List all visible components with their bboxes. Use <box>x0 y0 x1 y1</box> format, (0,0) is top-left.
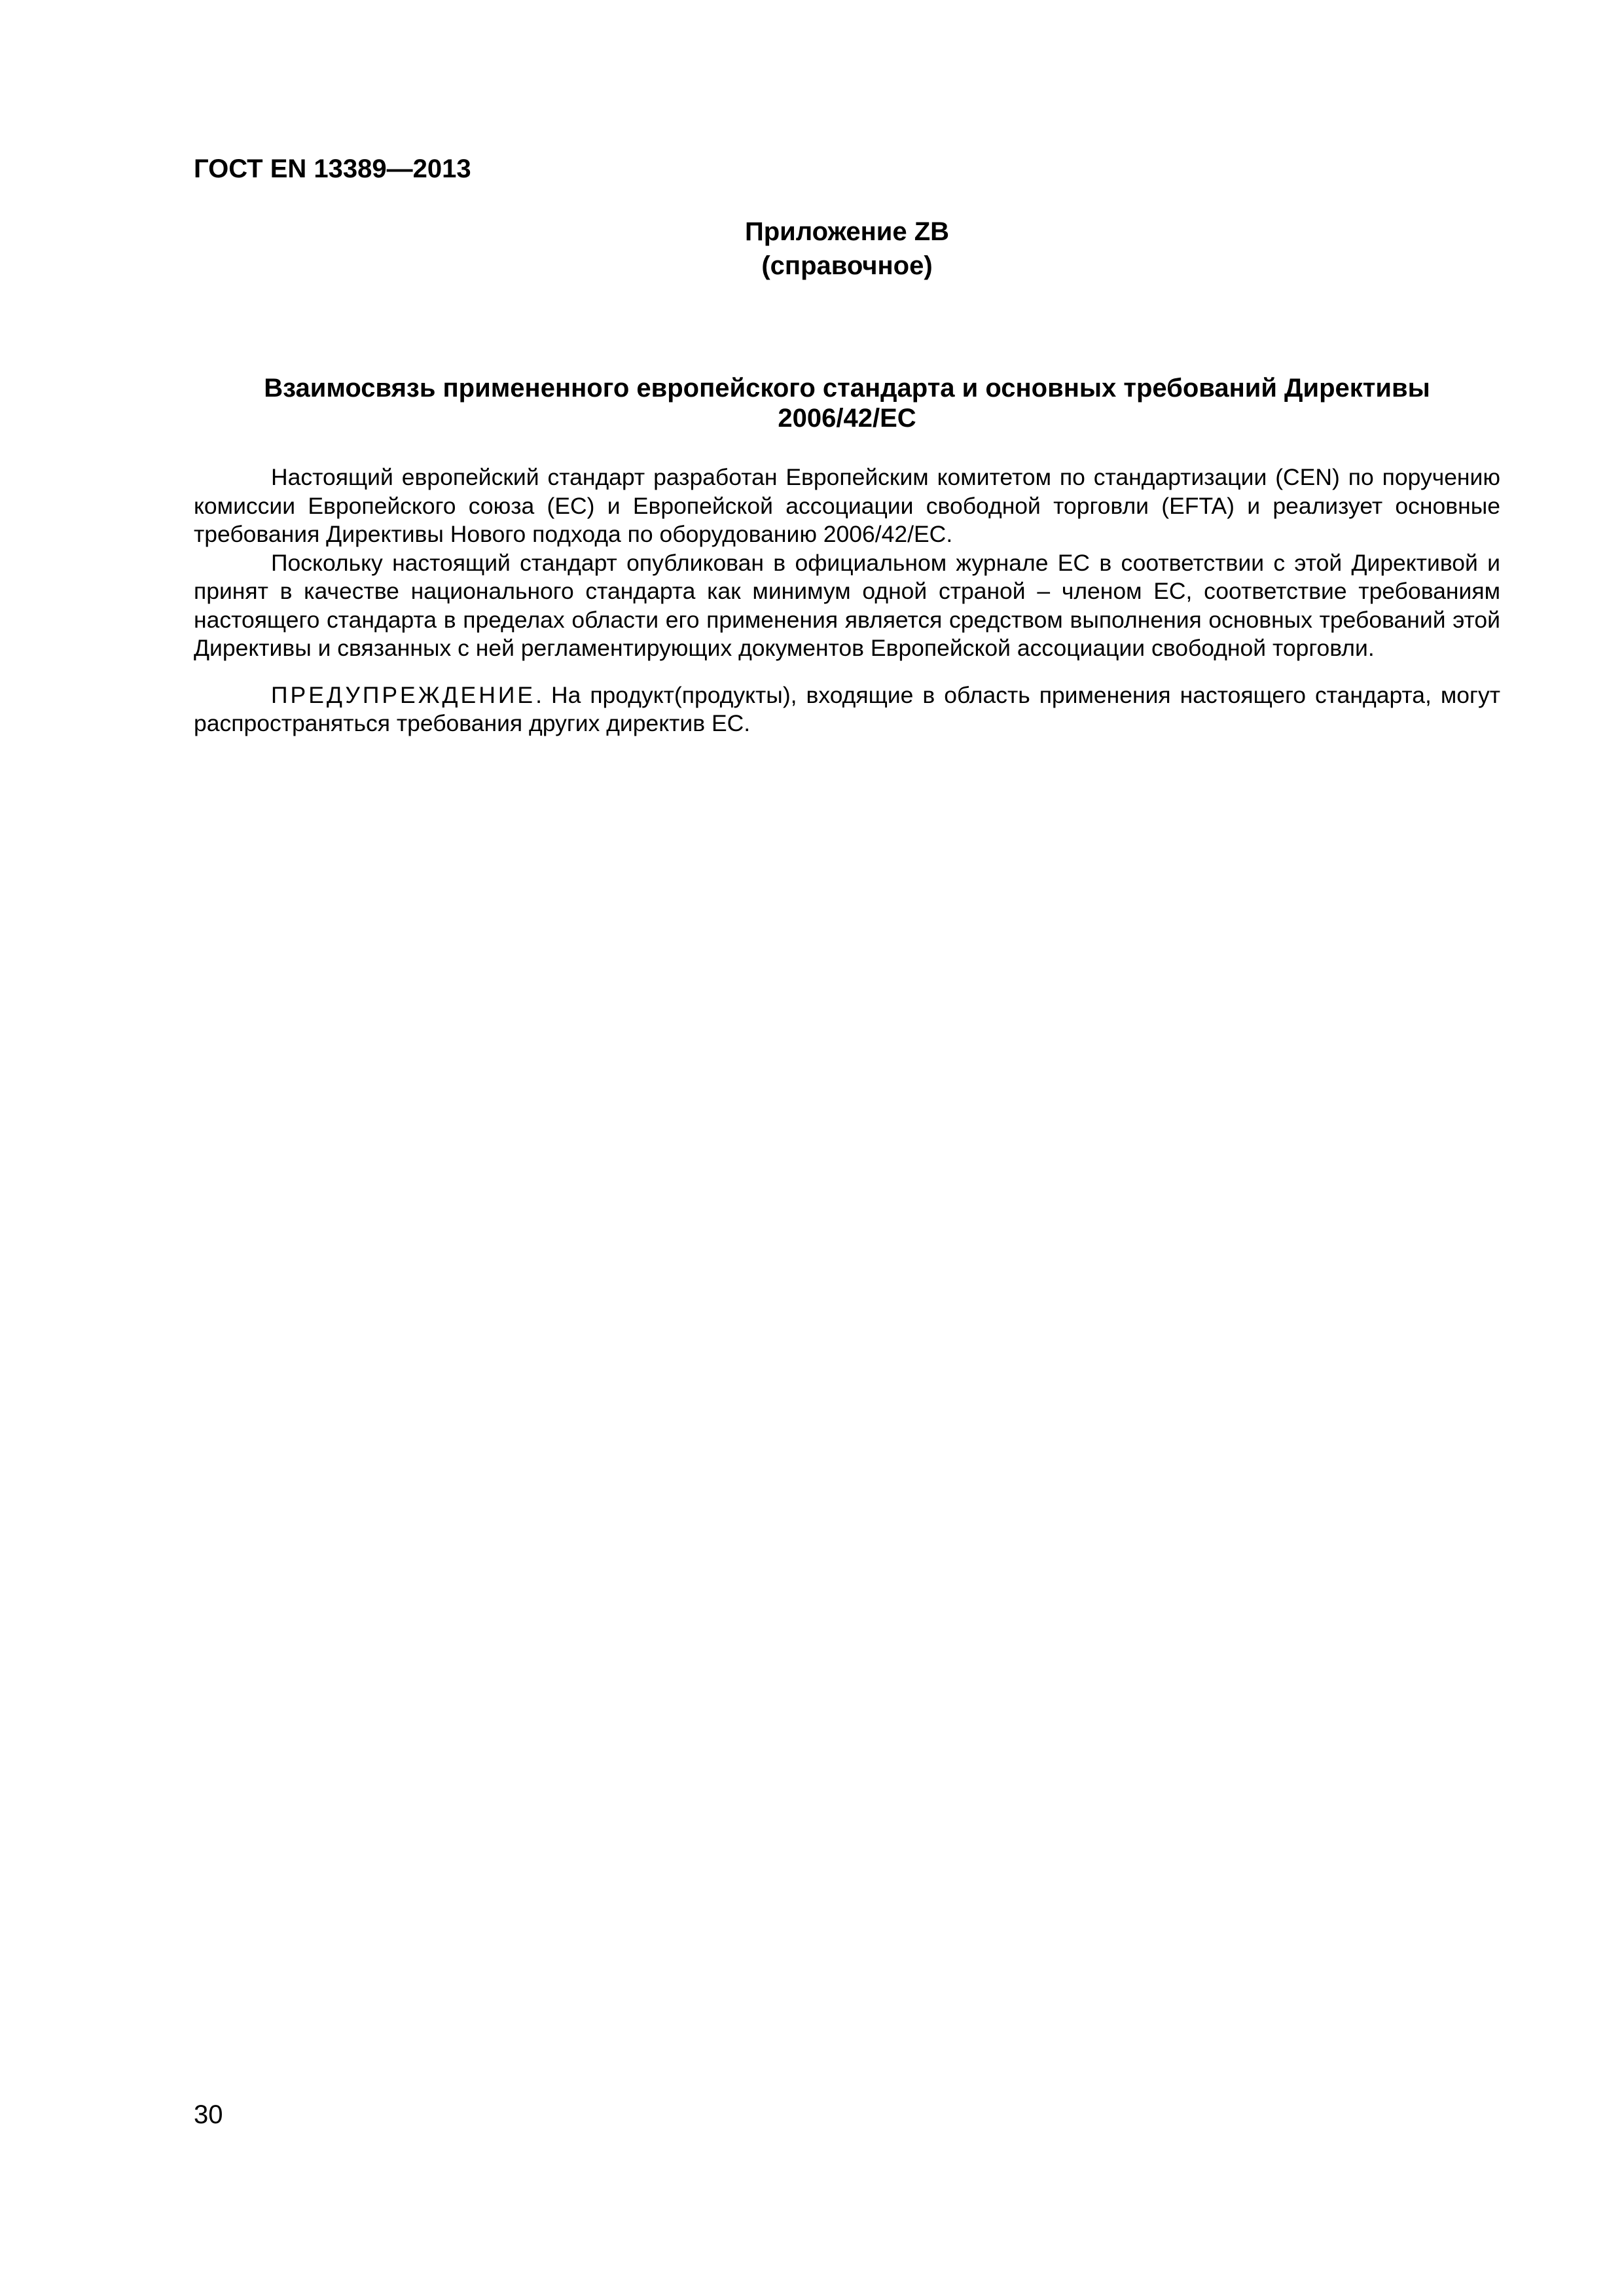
paragraph-1: Настоящий европейский стандарт разработан Европейским комитетом по стандартизации (CEN) по поручению комиссии Европейского союза (ЕС) и Европейской ассоциации свободной торговли (EFTA) и реализует основные требования Директивы Нового подхода по оборудованию 2006/42/EC. <box>194 464 1500 547</box>
annex-subtitle: (справочное) <box>761 251 933 280</box>
warning-label: ПРЕДУПРЕЖДЕНИЕ <box>271 681 536 708</box>
section-heading-line-2: 2006/42/EC <box>778 404 916 433</box>
paragraph-2: Поскольку настоящий стандарт опубликован в официальном журнале ЕС в соответствии с этой Директивой и принят в качестве национального стандарта как минимум одной страной – членом ЕС, соответствие требованиям настоящего стандарта в пределах области его применения является средством выполнения основных требований этой Директивы и связанных с ней регламентирующих документов Европейской ассоциации свободной торговли. <box>194 549 1500 661</box>
warning-text: . На продукт(продукты), входящие в область применения настоящего стандарта, могут распространяться требования других директив ЕС. <box>194 681 1500 736</box>
annex-heading <box>194 215 1500 283</box>
section-heading <box>194 373 1500 433</box>
standard-code: ГОСТ EN 13389—2013 <box>194 154 471 183</box>
warning-paragraph <box>194 681 1500 738</box>
page-number: 30 <box>194 2100 223 2129</box>
annex-title: Приложение ZB <box>744 217 950 246</box>
section-heading-line-1: Взаимосвязь примененного европейского стандарта и основных требований Директивы <box>264 374 1430 403</box>
body-text <box>194 463 1500 738</box>
